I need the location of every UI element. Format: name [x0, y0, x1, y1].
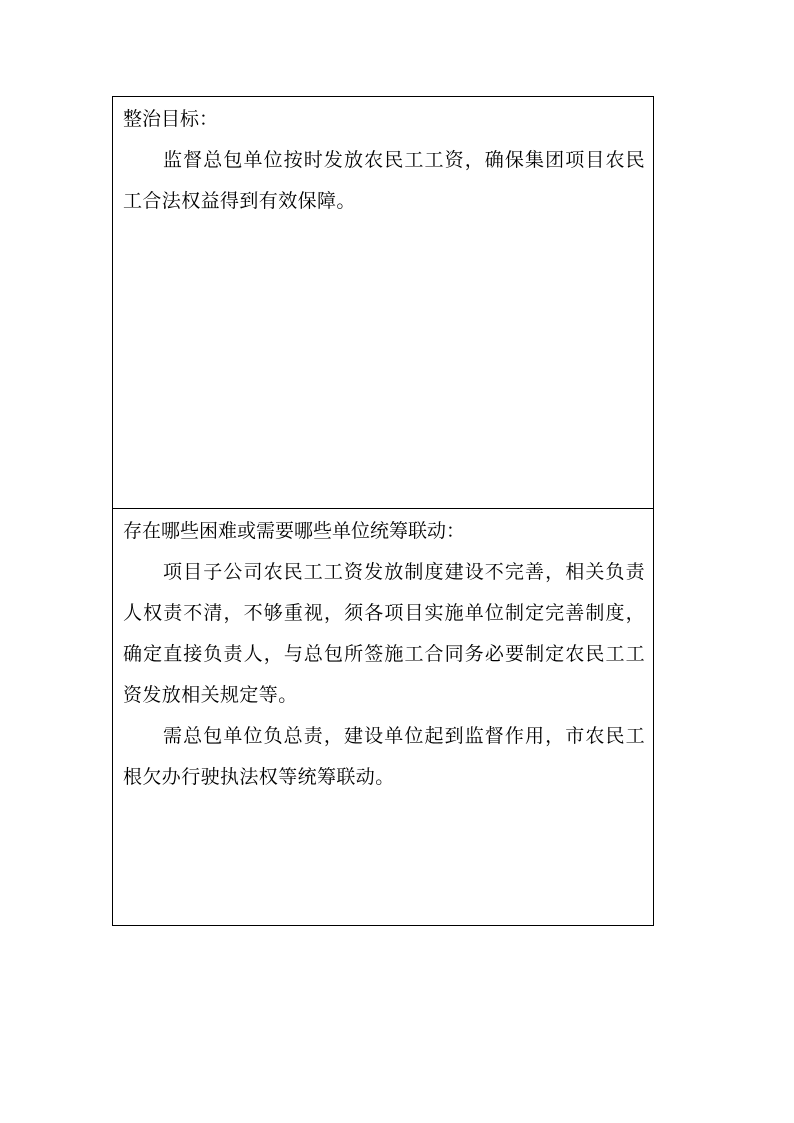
goal-section	[113, 97, 653, 509]
difficulty-section	[113, 509, 653, 925]
form-table	[112, 96, 654, 926]
difficulty-heading: 存在哪些困难或需要哪些单位统筹联动：	[123, 520, 466, 542]
goal-paragraph: 监督总包单位按时发放农民工工资，确保集团项目农民工合法权益得到有效保障。	[123, 149, 645, 212]
difficulty-paragraph: 项目子公司农民工工资发放制度建设不完善，相关负责人权责不清，不够重视，须各项目实施单位制定完善制度，确定直接负责人，与总包所签施工合同务必要制定农民工工资发放相关规定等。	[123, 561, 645, 706]
goal-heading: 整治目标：	[123, 108, 219, 130]
difficulty-paragraph: 需总包单位负总责，建设单位起到监督作用，市农民工根欠办行驶执法权等统筹联动。	[123, 725, 645, 788]
